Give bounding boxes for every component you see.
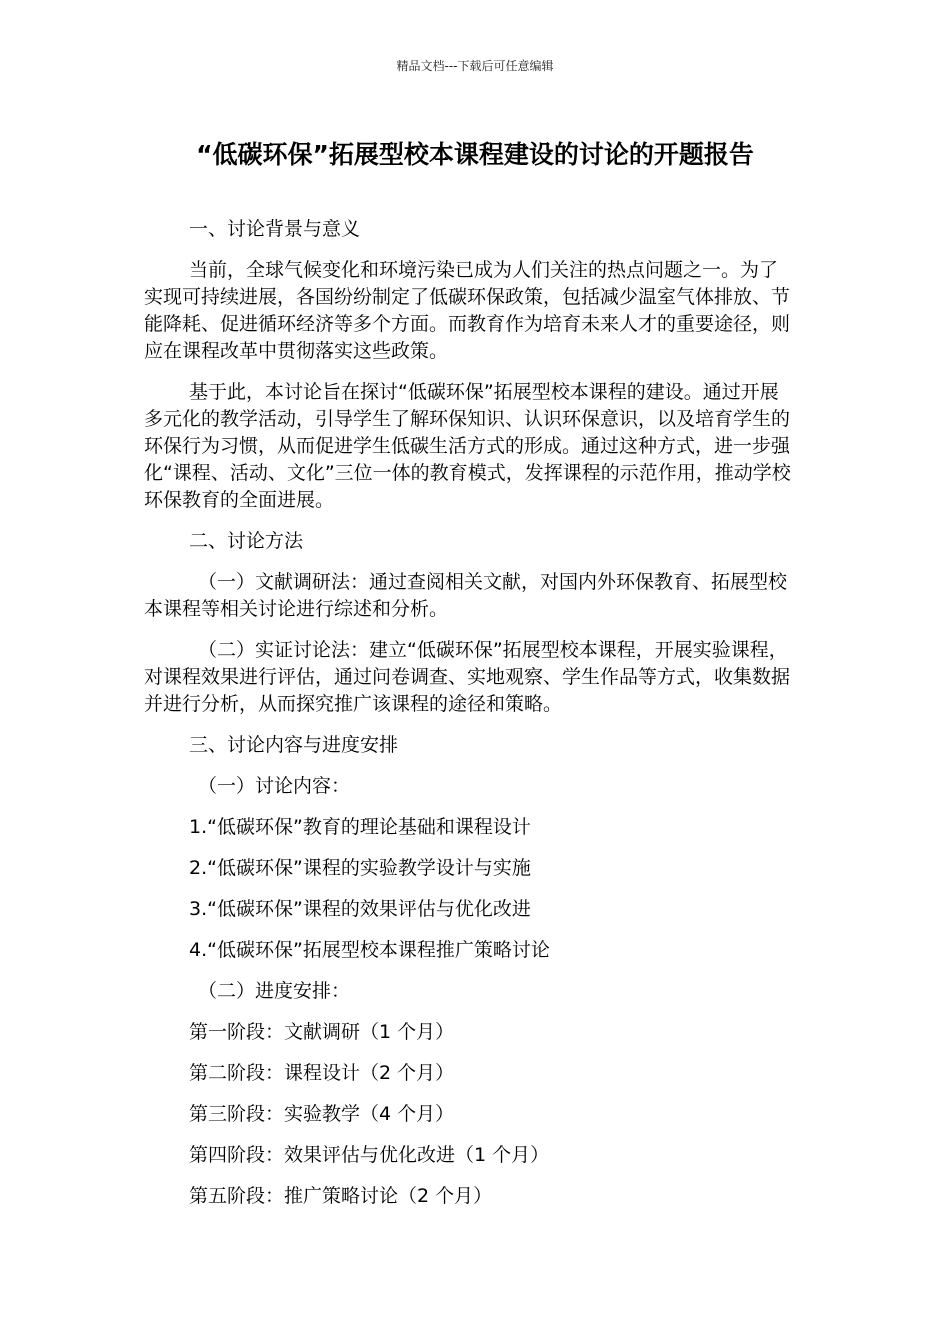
- list-item: 3.“低碳环保”课程的效果评估与优化改进: [189, 898, 531, 920]
- section-heading-methods: 二、讨论方法: [189, 530, 304, 552]
- paragraph-background-2: 基于此，本讨论旨在探讨“低碳环保”拓展型校本课程的建设。通过开展多元化的教学活动，引导学生了解环保知识、认识环保意识，以及培育学生的环保行为习惯，从而促进学生低碳生活方式的形成。通过这种方式，进一步强化“课程、活动、文化”三位一体的教育模式，发挥课程的示范作用，推动学校环保教育的全面进展。: [144, 381, 791, 511]
- paragraph-background-1: 当前，全球气候变化和环境污染已成为人们关注的热点问题之一。为了实现可持续进展，各国纷纷制定了低碳环保政策，包括减少温室气体排放、节能降耗、促进循环经济等多个方面。而教育作为培育未来人才的重要途径，则应在课程改革中贯彻落实这些政策。: [144, 259, 791, 362]
- subheading-schedule: （二）进度安排：: [198, 980, 351, 1002]
- section-heading-content-schedule: 三、讨论内容与进度安排: [189, 734, 399, 756]
- list-item: 4.“低碳环保”拓展型校本课程推广策略讨论: [189, 939, 550, 961]
- schedule-item: 第四阶段：效果评估与优化改进（1 个月）: [189, 1144, 550, 1166]
- document-title: “低碳环保”拓展型校本课程建设的讨论的开题报告: [196, 140, 754, 169]
- list-item: 2.“低碳环保”课程的实验教学设计与实施: [189, 857, 531, 879]
- list-item: 1.“低碳环保”教育的理论基础和课程设计: [189, 816, 531, 838]
- paragraph-method-literature: （一）文献调研法：通过查阅相关文献，对国内外环保教育、拓展型校本课程等相关讨论进行综述和分析。: [144, 571, 788, 620]
- document-body: [144, 216, 794, 1224]
- section-heading-background: 一、讨论背景与意义: [189, 218, 361, 240]
- schedule-item: 第一阶段：文献调研（1 个月）: [189, 1021, 455, 1043]
- schedule-item: 第五阶段：推广策略讨论（2 个月）: [189, 1185, 493, 1207]
- schedule-item: 第三阶段：实验教学（4 个月）: [189, 1103, 455, 1125]
- header-note: 精品文档---下载后可任意编辑: [396, 59, 554, 73]
- paragraph-method-empirical: （二）实证讨论法：建立“低碳环保”拓展型校本课程，开展实验课程，对课程效果进行评估，通过问卷调查、实地观察、学生作品等方式，收集数据并进行分析，从而探究推广该课程的途径和策略。: [144, 639, 791, 715]
- subheading-content: （一）讨论内容：: [198, 775, 351, 797]
- schedule-item: 第二阶段：课程设计（2 个月）: [189, 1062, 455, 1084]
